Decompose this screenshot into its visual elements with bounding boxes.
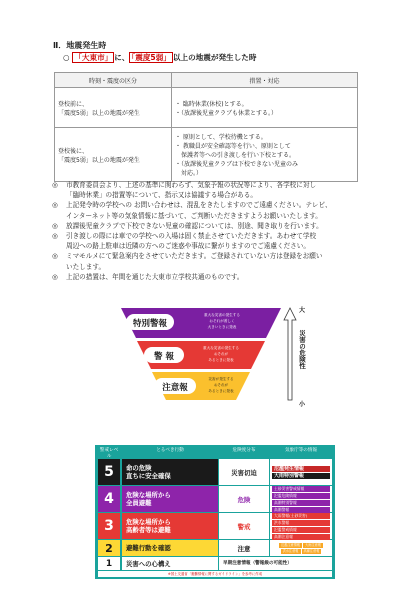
bullet-mark: ◎ — [52, 221, 58, 230]
bullet-mark: ◎ — [52, 272, 58, 281]
info-tag: 氾濫警戒情報 — [272, 527, 330, 533]
action-line: ・ 原則として、学校待機とする。 — [175, 134, 267, 141]
bullet-mark: ◎ — [52, 201, 58, 210]
condition-line: 「震度5弱」以上の地震が発生 — [58, 156, 140, 164]
bullet-mark: ◎ — [52, 181, 58, 189]
table-row — [55, 88, 358, 128]
action-line: ・（放課後児童クラブも休業とする。） — [175, 109, 278, 117]
section-title: Ⅱ．地震発生時 — [53, 41, 107, 50]
table-row — [98, 557, 332, 570]
list-item — [52, 231, 372, 251]
action-line: 対応。） — [175, 170, 203, 177]
level-danger: 警戒 — [219, 513, 269, 539]
warning-label: 警 報 — [154, 352, 174, 362]
header-info: 気象庁等の情報 — [284, 448, 318, 453]
info-tag: 早期注意情報（警報級の可能性） — [223, 560, 292, 566]
action-text: 危険な場所から — [126, 491, 171, 499]
condition-line: 登校後に、 — [58, 147, 89, 155]
action-text: 危険な場所から — [126, 518, 171, 526]
level-action — [122, 486, 218, 512]
table-row — [98, 486, 332, 512]
table-footnote: ※国土交通省「避難情報に関するガイドライン」を参考に作成 — [98, 571, 332, 577]
note-line: ミマモルメにて緊急案内をさせていただきます。ご登録されていない方は登録をお願い — [66, 252, 323, 261]
condition-cell — [55, 88, 172, 128]
note-line: 市教育委員会より、上述の基準に関わらず、気象予報の状況等により、各学校に対し — [66, 181, 317, 189]
level-action — [122, 513, 218, 539]
info-tag: 高潮警報 — [272, 507, 330, 513]
note-line: インターネット等の気象情報に基づいて、ご判断いただきますようお願いいたします。 — [66, 211, 322, 220]
pyramid-desc: 大きいときに発表 — [207, 325, 237, 329]
note-line: 周辺への路上駐車は近隣の方へのご迷惑や事故に繋がりますのでご遠慮ください。 — [66, 242, 310, 251]
list-item — [52, 221, 372, 231]
level-info — [270, 459, 332, 485]
pyramid-desc: おそれが — [213, 352, 229, 356]
level-number: 4 — [98, 486, 120, 512]
action-text: 高齢者等は避難 — [126, 526, 171, 534]
info-tag: 氾濫発生情報 — [272, 466, 330, 472]
info-tag: 高潮特別警報 — [272, 500, 330, 506]
header-action: 措置・対応 — [172, 73, 358, 88]
info-tag: 大雨特別警報 — [272, 473, 330, 479]
pyramid-desc: あるときに発表 — [208, 389, 234, 393]
warning-pyramid — [118, 300, 308, 412]
danger-arrow — [284, 308, 296, 400]
action-text: 命の危険 — [126, 464, 152, 472]
action-cell — [172, 128, 358, 182]
action-cell — [172, 88, 358, 128]
seismic-level-highlight: 「震度5弱」 — [131, 53, 171, 62]
table-row — [55, 128, 358, 182]
note-line: 放課後児童クラブで下校できない児童の確認については、別途、聞き取りを行います。 — [66, 221, 323, 230]
header-danger: 危険度分布 — [232, 448, 256, 453]
level-number: 3 — [98, 513, 120, 539]
note-line: 上記の措置は、年間を通じた大東市立学校共通のものです。 — [66, 272, 244, 281]
arrow-label: 災害の危険性 — [298, 330, 306, 369]
note-line: いたします。 — [66, 262, 106, 271]
circle-mark: ○ — [63, 53, 70, 62]
action-line: 保護者等への引き渡しを行い下校とする。 — [175, 152, 296, 159]
info-tag: 氾濫注意情報 — [280, 542, 301, 547]
pyramid-desc: あるときに発表 — [208, 358, 234, 362]
arrow-top-label: 大 — [299, 307, 306, 314]
level-danger: 注意 — [219, 540, 269, 556]
action-line: ・ 教職員が安全確認等を行い、原則として — [175, 143, 291, 150]
pyramid-desc: おそれが — [213, 383, 229, 387]
info-tag: 土砂災害警戒情報 — [272, 486, 330, 492]
pyramid-desc: 災害が発生する — [208, 377, 234, 381]
arrow-bottom-label: 小 — [299, 401, 306, 408]
special-warning-label: 特別警報 — [132, 319, 168, 329]
section-subheading — [63, 52, 256, 63]
condition-line: 「震度5弱」以上の地震が発生 — [58, 109, 140, 117]
list-item — [52, 272, 372, 282]
action-text: 全員避難 — [126, 499, 152, 507]
table-row — [98, 540, 332, 556]
level-info — [270, 513, 332, 539]
condition-line: 登校前に、 — [58, 100, 89, 108]
table-row — [98, 513, 332, 539]
header-action: とるべき行動 — [156, 448, 184, 453]
level-danger: 災害切迫 — [219, 459, 269, 485]
list-item — [52, 200, 372, 220]
action-line: ・ 臨時休業(休校)とする。 — [175, 100, 248, 108]
bullet-mark: ◎ — [52, 252, 58, 261]
action-text: 避難行動を確認 — [126, 544, 171, 552]
measures-table — [54, 72, 358, 182]
level-action — [122, 540, 218, 556]
info-tag: 高潮注意報 — [303, 548, 320, 553]
table-row — [98, 459, 332, 485]
bullet-mark: ◎ — [52, 232, 58, 241]
note-line: 「臨時休業」の措置等について、指示又は協議する場合がある。 — [66, 191, 257, 200]
pyramid-desc: 重大な災害の発生する — [203, 346, 239, 350]
note-line: 引き渡しの際には車での学校への入場は固く禁止させていただきます。あわせて学校 — [66, 232, 317, 241]
action-line: ・（放課後児童クラブは下校できない児童のみ — [175, 161, 299, 168]
info-tag: 大雨注意報 — [305, 542, 322, 547]
advisory-label: 注意報 — [162, 383, 188, 393]
level-number: 2 — [98, 540, 120, 556]
action-text: 災害への心構え — [126, 559, 171, 568]
note-line: 上記発令時の学校への お問い合わせは、混乱をきたしますのでご遠慮ください。テレビ、 — [66, 201, 332, 210]
level-number: 5 — [98, 459, 120, 485]
subhead-rest: 以上の地震が発生した時 — [172, 53, 257, 62]
level-action — [122, 459, 218, 485]
notes-list — [52, 180, 372, 282]
pyramid-desc: おそれが著しく — [209, 319, 235, 323]
list-item — [52, 180, 372, 200]
condition-cell — [55, 128, 172, 182]
level-danger: 危険 — [219, 486, 269, 512]
table-header-row — [55, 73, 358, 88]
level-number: 1 — [98, 557, 120, 570]
pyramid-desc: 重大な災害の発生する — [204, 313, 240, 317]
list-item — [52, 251, 372, 271]
header-level: 警戒レベル — [99, 448, 119, 459]
info-tag: 氾濫危険情報 — [272, 493, 330, 499]
level-action — [122, 557, 218, 570]
info-tag: 高潮注意報 — [272, 534, 330, 540]
city-highlight: 「大東市」 — [74, 53, 113, 62]
alert-level-table — [95, 445, 335, 579]
info-tag: 大雨警報(土砂災害) — [272, 513, 330, 519]
level-info — [270, 540, 332, 556]
level-info — [270, 486, 332, 512]
level-info — [219, 557, 332, 570]
info-tag: 洪水警報 — [272, 520, 330, 526]
subhead-particle: に、 — [114, 53, 130, 62]
action-text: 直ちに安全確保 — [126, 472, 171, 480]
info-tag: 洪水注意報 — [282, 548, 299, 553]
header-condition: 時刻・震度の区分 — [55, 73, 172, 88]
